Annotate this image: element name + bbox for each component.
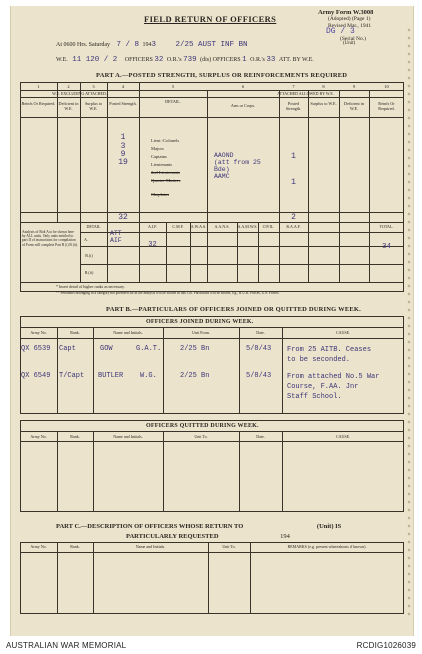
rank-lieutenants: Lieutenants — [151, 162, 172, 167]
joined-head-rank: Rank. — [70, 330, 80, 335]
part-c-subtitle-line — [126, 533, 290, 540]
quitted-head-date: Date. — [256, 434, 265, 439]
part-a-rule — [20, 212, 404, 213]
attached-count: 1 — [291, 152, 296, 161]
analysis-head: A.A.M.W.S. — [237, 224, 258, 229]
header-at-line — [56, 41, 248, 49]
col-head-detail: DETAIL. — [165, 99, 181, 104]
year-typed: 3 — [151, 41, 157, 49]
part-c-rule — [208, 542, 209, 614]
joined-head-cause: CAUSE. — [335, 330, 351, 335]
quitted-head-cause: CAUSE. — [335, 434, 351, 439]
joined-rule — [20, 338, 404, 339]
we-label: W.E. — [56, 57, 68, 63]
part-c-head-rank: Rank. — [70, 544, 80, 549]
part-c-title-line — [56, 523, 341, 530]
ors-label: O.R.'s — [166, 57, 182, 63]
col-head-att-reinfs: Reinfs Or Required. — [378, 101, 395, 111]
archive-footer — [0, 636, 422, 654]
part-c-rule — [57, 542, 58, 614]
rank-majors: Majors — [151, 146, 164, 151]
joined-rank: Capt — [59, 345, 76, 353]
joined-unit: 2/25 Bn — [180, 345, 210, 353]
col-head-reinfs: Reinfs Or Required. — [21, 101, 56, 106]
year-print: 194 — [142, 42, 152, 48]
quitted-rule — [20, 431, 404, 432]
joined-title: OFFICERS JOINED DURING WEEK. — [146, 319, 254, 325]
analysis-row: B.(ii) — [84, 270, 94, 275]
officers-typed: 32 — [154, 56, 164, 64]
col-number: 5 — [171, 84, 175, 89]
analysis-detail: ATT AIF — [110, 230, 122, 244]
joined-rule — [282, 327, 283, 414]
col-number: 9 — [352, 84, 356, 89]
part-a-rule — [369, 90, 370, 282]
posted-lt-col: 1 — [120, 133, 126, 142]
analysis-note: Analysis of Bolt A to be shown here by ALL units. Only units entitled to part II of instructions for compilation of Form will complete Part B (i) B (ii). — [22, 230, 78, 247]
part-a-rule — [308, 90, 309, 282]
col-number: 10 — [384, 84, 389, 89]
analysis-head: R.A.A.F. — [286, 224, 301, 229]
form-identifier — [318, 10, 373, 42]
col-head-posted: Posted Strength. — [109, 101, 137, 106]
joined-name: BUTLER — [98, 372, 124, 380]
col-number: 7 — [292, 84, 295, 89]
attached-corps: AAOND (att from 25 Bde) AAMC — [214, 152, 261, 180]
officers-label: OFFICERS — [124, 57, 153, 63]
joined-rule — [20, 327, 404, 328]
part-c-rule — [250, 542, 251, 614]
unit-typed: 2/25 AUST INF BN — [175, 41, 248, 49]
col-number: 8 — [322, 84, 325, 89]
part-c-head-armyno: Army No. — [30, 544, 47, 549]
total-posted: 32 — [118, 213, 128, 222]
col-head-deficient: Deficient in W.E. — [58, 101, 79, 111]
analysis-aif: 32 — [148, 241, 157, 249]
joined-rule — [163, 327, 164, 414]
part-c-unit-suffix: (Unit) IS — [316, 523, 342, 530]
col-number: 1 — [37, 84, 40, 89]
part-a-table — [20, 82, 404, 292]
dis-typed: 1 — [242, 56, 247, 64]
col-number: 2 — [67, 84, 70, 89]
analysis-head: CIVIL. — [262, 224, 275, 229]
quitted-head-armyno: Army No. — [30, 434, 47, 439]
quitted-rule — [239, 431, 240, 512]
joined-rank: T/Capt — [59, 372, 85, 380]
joined-initials: W.G. — [140, 372, 157, 380]
perforation-edge — [407, 26, 411, 616]
part-a-rule — [139, 82, 140, 282]
ors-typed: 739 — [183, 56, 197, 64]
note-1: * Insert detail of higher ranks as necessary. — [56, 284, 125, 289]
unit-label: (Unit) — [343, 41, 356, 46]
part-a-rule — [80, 246, 404, 247]
analysis-head: A.W.A.S. — [190, 224, 207, 229]
joined-army-no: QX 6539 — [21, 345, 51, 353]
quitted-head-name: Name and Initials. — [113, 434, 143, 439]
posted-captains: 9 — [120, 150, 126, 159]
form-title: FIELD RETURN OF OFFICERS — [144, 14, 277, 24]
quitted-rule — [163, 431, 164, 512]
quitted-rule — [93, 431, 94, 512]
quitted-rule — [20, 441, 404, 442]
joined-army-no: QX 6549 — [21, 372, 51, 380]
we-typed: 11 120 / 2 — [72, 56, 118, 64]
quitted-head-unit: Unit To. — [194, 434, 208, 439]
col-head-surplus: Surplus to W.E. — [84, 101, 103, 111]
posted-majors: 3 — [120, 142, 126, 151]
part-a-rule — [190, 222, 191, 282]
part-a-rule — [166, 222, 167, 282]
quitted-title: OFFICERS QUITTED DURING WEEK. — [146, 423, 259, 429]
analysis-row: B.(i) — [85, 253, 93, 258]
col-head-att-posted: Posted Strength. — [285, 101, 302, 111]
total-attached: 2 — [291, 213, 296, 222]
part-c-head-name: Name and Initials. — [135, 544, 166, 549]
part-a-rule — [207, 90, 208, 282]
joined-head-name: Name and Initials. — [113, 330, 143, 335]
form-number: Army Form W.3008 — [318, 9, 374, 16]
unit-serial-handwritten: DG / 3 — [326, 27, 355, 37]
rank-lt-col: Lieut.-Colonels — [151, 138, 180, 143]
part-a-rule — [107, 82, 108, 282]
part-a-rule — [20, 282, 404, 283]
analysis-row: A. — [84, 237, 88, 242]
col-head-arm: Arm or Corps. — [230, 103, 256, 108]
joined-cause: From attached No.5 War Course, F.AA. Jnr Staff School. — [287, 373, 380, 401]
form-adopted: (Adopted) (Page 1) — [328, 16, 371, 23]
form-revised: Revised Mar., 1941 — [328, 22, 372, 29]
part-b-title: PART B.—PARTICULARS OF OFFICERS JOINED OR QUITTED DURING WEEK. — [106, 306, 362, 313]
part-c-title: PART C.—DESCRIPTION OF OFFICERS WHOSE RETURN TO — [56, 523, 244, 530]
att-label: ATT. BY W.E. — [278, 57, 314, 63]
joined-rule — [239, 327, 240, 414]
analysis-head: DETAIL — [86, 224, 101, 229]
part-a-rule — [237, 222, 238, 282]
part-c-head-unit: Unit To. — [222, 544, 236, 549]
joined-rule — [93, 327, 94, 414]
analysis-head: C.M.F. — [172, 224, 184, 229]
joined-head-armyno: Army No. — [30, 330, 47, 335]
analysis-head: A.I.F. — [147, 224, 158, 229]
serial-label: (Serial No.) — [340, 35, 366, 42]
rank-chaplains: Chaplains — [151, 192, 169, 197]
joined-rule — [57, 327, 58, 414]
part-c-head-remarks: REMARKS (e.g. present whereabouts if known). — [287, 544, 367, 549]
col-number: 3 — [92, 84, 95, 89]
joined-date: 5/8/43 — [246, 345, 272, 353]
part-a-rule — [20, 117, 404, 118]
at-label: At 0600 Hrs. Saturday — [56, 42, 110, 48]
part-a-rule — [20, 97, 404, 98]
joined-initials: G.A.T. — [136, 345, 162, 353]
part-c-rule — [93, 542, 94, 614]
posted-lieutenants: 19 — [118, 158, 128, 167]
part-c-subtitle: PARTICULARLY REQUESTED — [126, 533, 219, 540]
group-left-head: W.E. EXCLUDING ATTACHED. — [52, 91, 107, 96]
part-a-rule — [80, 232, 404, 233]
analysis-head: A.A.N.S. — [214, 224, 230, 229]
joined-date: 5/8/43 — [246, 372, 272, 380]
note-2: ** Personnel belonging to a category not provided for in the analysis will be shown in this Col. Particulars will be shown, e.g., R.U.K. Forces, U.S. Forces. — [56, 291, 280, 295]
rank-captains: Captains — [151, 154, 167, 159]
rank-2nd-lt: 2nd Lieutenants — [151, 170, 180, 175]
part-a-rule — [80, 264, 404, 265]
joined-head-date: Date. — [256, 330, 265, 335]
part-a-rule — [339, 90, 340, 282]
col-head-att-surplus: Surplus to W.E. — [310, 101, 337, 106]
ors2-label: O.R.'s — [250, 57, 265, 63]
part-a-rule — [20, 222, 404, 223]
footer-left: AUSTRALIAN WAR MEMORIAL — [6, 641, 127, 650]
part-c-year: 194 — [280, 533, 290, 540]
rank-qm: Quarter-Masters — [151, 178, 181, 183]
col-head-att-deficient: Deficient in W.E. — [344, 101, 364, 111]
quitted-rule — [282, 431, 283, 512]
col-number: 6 — [241, 84, 245, 89]
joined-head-unit: Unit From. — [192, 330, 210, 335]
analysis-head: TOTAL. — [379, 224, 394, 229]
joined-unit: 2/25 Bn — [180, 372, 210, 380]
col-number: 4 — [121, 84, 125, 89]
part-a-title: PART A.—POSTED STRENGTH, SURPLUS OR REINFORCEMENTS REQUIRED — [96, 72, 348, 79]
header-we-line — [56, 56, 314, 64]
footer-right: RCDIG1026039 — [356, 641, 416, 650]
ors2-typed: 33 — [266, 56, 276, 64]
part-c-rule — [20, 552, 404, 553]
part-a-rule — [80, 82, 81, 282]
joined-name: GOW — [100, 345, 113, 353]
group-right-head: ATTACHED ALLOWED BY W.E. — [277, 91, 334, 96]
quitted-rule — [57, 431, 58, 512]
attached-count: 1 — [291, 178, 296, 187]
quitted-head-rank: Rank. — [70, 434, 80, 439]
part-a-rule — [258, 222, 259, 282]
dis-label: (dis) OFFICERS — [200, 57, 241, 63]
joined-cause: From 25 AITB. Ceases to be seconded. — [287, 346, 372, 364]
date-typed: 7 / 8 — [116, 41, 140, 49]
analysis-total: 34 — [381, 243, 391, 251]
